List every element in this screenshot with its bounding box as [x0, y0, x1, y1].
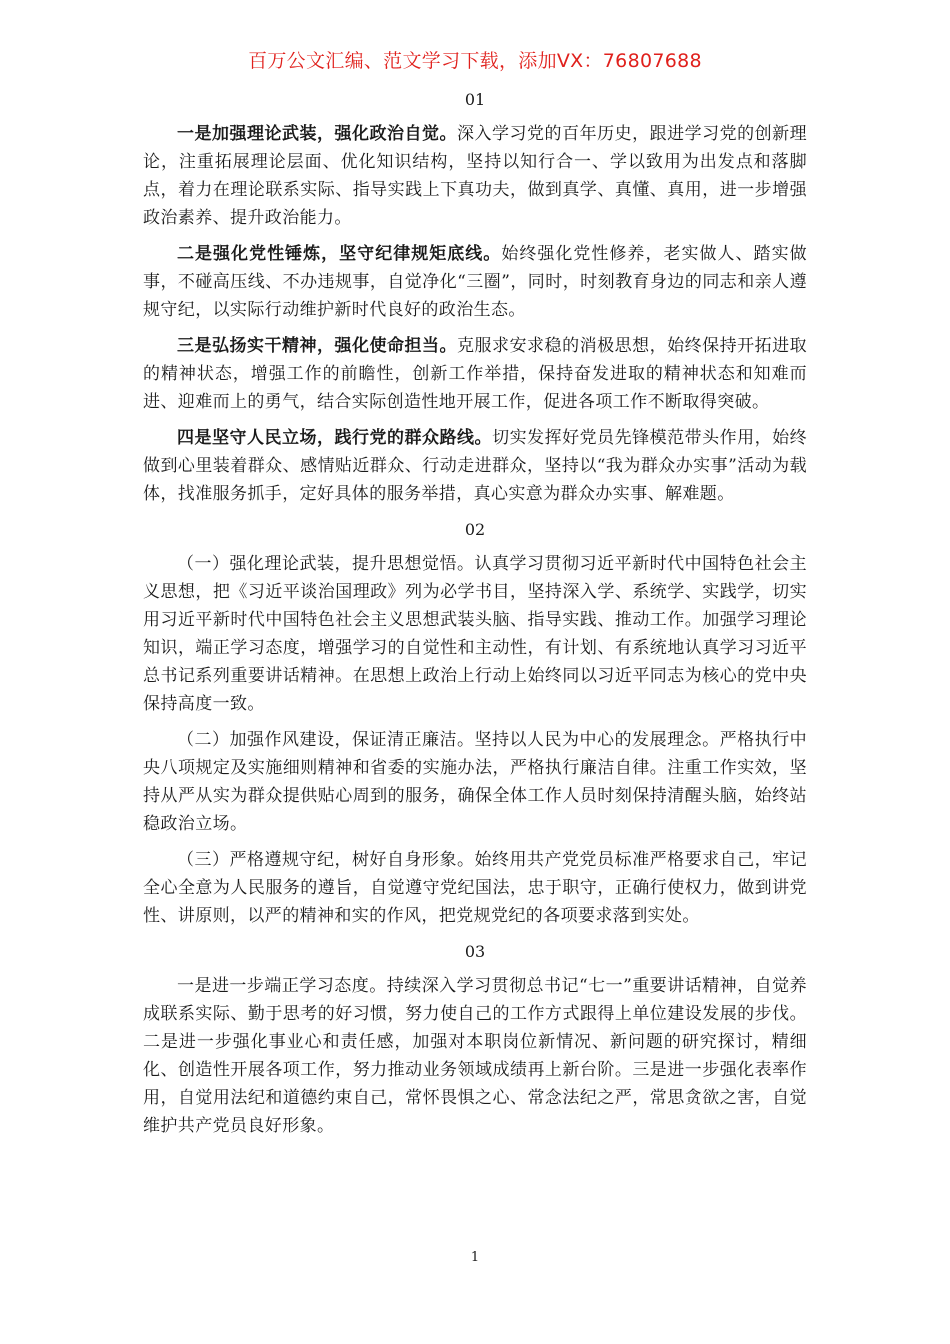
header-banner: 百万公文汇编、范文学习下载，添加VX：76807688	[248, 50, 702, 72]
paragraph: （二）加强作风建设，保证清正廉洁。坚持以人民为中心的发展理念。严格执行中央八项规定及实施细则精神和省委的实施办法，严格执行廉洁自律。注重工作实效，坚持从严从实为群众提供贴心周到的服务，确保全体工作人员时刻保持清醒头脑，始终站稳政治立场。	[143, 730, 807, 834]
paragraph	[143, 332, 807, 416]
paragraph	[143, 240, 807, 324]
section-number: 03	[464, 942, 486, 961]
paragraph	[143, 120, 807, 232]
page-number: 1	[470, 1250, 480, 1265]
paragraph-lead: 二是强化党性锤炼，坚守纪律规矩底线。	[177, 244, 502, 264]
paragraph: （三）严格遵规守纪，树好自身形象。始终用共产党党员标准严格要求自己，牢记全心全意为人民服务的遵旨，自觉遵守党纪国法，忠于职守，正确行使权力，做到讲党性、讲原则，以严的精神和实的作风，把党规党纪的各项要求落到实处。	[143, 850, 807, 926]
section-02	[143, 516, 807, 930]
paragraph-body: 深入学习党的百年历史，跟进学习党的创新理论，注重拓展理论层面、优化知识结构，坚持以知行合一、学以致用为出发点和落脚点，着力在理论联系实际、指导实践上下真功夫，做到真学、真懂、真用，进一步增强政治素养、提升政治能力。	[143, 124, 807, 228]
paragraph-body: 克服求安求稳的消极思想，始终保持开拓进取的精神状态，增强工作的前瞻性，创新工作举措，保持奋发进取的精神状态和知难而进、迎难而上的勇气，结合实际创造性地开展工作，促进各项工作不断取得突破。	[143, 336, 807, 412]
paragraph-body: 切实发挥好党员先锋模范带头作用，始终做到心里装着群众、感情贴近群众、行动走进群众，坚持以“我为群众办实事”活动为载体，找准服务抓手，定好具体的服务举措，真心实意为群众办实事、解难题。	[143, 428, 808, 504]
document-body	[143, 86, 807, 1148]
paragraph-lead: 四是坚守人民立场，践行党的群众路线。	[177, 428, 493, 448]
paragraph-lead: 一是加强理论武装，强化政治自觉。	[177, 124, 458, 144]
paragraph: （一）强化理论武装，提升思想觉悟。认真学习贯彻习近平新时代中国特色社会主义思想，把《习近平谈治国理政》列为必学书目，坚持深入学、系统学、实践学，切实用习近平新时代中国特色社会主义思想武装头脑、指导实践、推动工作。加强学习理论知识，端正学习态度，增强学习的自觉性和主动性，有计划、有系统地认真学习习近平总书记系列重要讲话精神。在思想上政治上行动上始终同以习近平同志为核心的党中央保持高度一致。	[143, 554, 807, 714]
paragraph-body: 始终强化党性修养，老实做人、踏实做事，不碰高压线、不办违规事，自觉净化“三圈”，同时，时刻教育身边的同志和亲人遵规守纪，以实际行动维护新时代良好的政治生态。	[143, 244, 807, 320]
paragraph-lead: 三是弘扬实干精神，强化使命担当。	[177, 336, 458, 356]
paragraph	[143, 424, 807, 508]
paragraph: 一是进一步端正学习态度。持续深入学习贯彻总书记“七一”重要讲话精神，自觉养成联系实际、勤于思考的好习惯，努力使自己的工作方式跟得上单位建设发展的步伐。二是进一步强化事业心和责任感，加强对本职岗位新情况、新问题的研究探讨，精细化、创造性开展各项工作，努力推动业务领域成绩再上新台阶。三是进一步强化表率作用，自觉用法纪和道德约束自己，常怀畏惧之心、常念法纪之严，常思贪欲之害，自觉维护共产党员良好形象。	[143, 976, 807, 1136]
section-03	[143, 938, 807, 1140]
section-01	[143, 86, 807, 508]
section-number: 02	[464, 520, 486, 539]
section-number: 01	[464, 90, 486, 109]
